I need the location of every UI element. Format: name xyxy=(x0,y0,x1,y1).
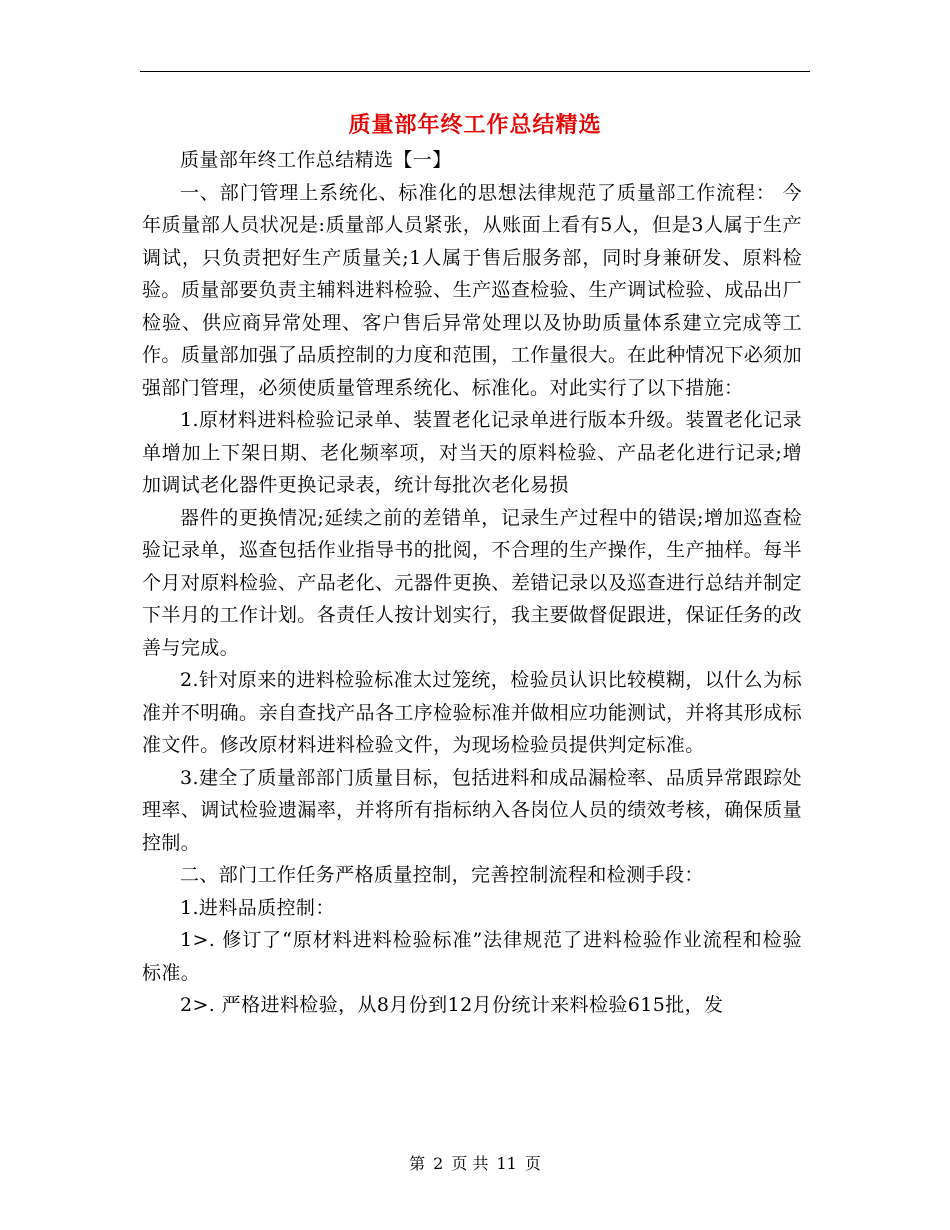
paragraph-measure-2: 2.针对原来的进料检验标准太过笼统，检验员认识比较模糊，以什么为标准并不明确。亲自查找产品各工序检验标准并做相应功能测试，并将其形成标准文件。修改原材料进料检验文件，为现场检验员提供判定标准。 xyxy=(142,669,802,756)
paragraph-item-2: 2>. 严格进料检验，从8月份到12月份统计来料检验615批，发 xyxy=(180,994,724,1016)
paragraph-measure-1: 1.原材料进料检验记录单、装置老化记录单进行版本升级。装置老化记录单增加上下架日期、老化频率项，对当天的原料检验、产品老化进行记录;增加调试老化器件更换记录表，统计每批次老化易损 xyxy=(142,409,802,496)
document-body xyxy=(142,144,802,1022)
paragraph-item-1: 1>. 修订了“原材料进料检验标准”法律规范了进料检验作业流程和检验标准。 xyxy=(142,929,802,984)
footer-prefix: 第 xyxy=(409,1154,426,1173)
paragraph-measure-1-continued: 器件的更换情况;延续之前的差错单，记录生产过程中的错误;增加巡查检验记录单，巡查包括作业指导书的批阅，不合理的生产操作，生产抽样。每半个月对原料检验、产品老化、元器件更换、差错记录以及巡查进行总结并制定下半月的工作计划。各责任人按计划实行，我主要做督促跟进，保证任务的改善与完成。 xyxy=(142,506,802,659)
paragraph-incoming-quality: 1.进料品质控制： xyxy=(180,896,335,919)
footer-middle: 页 共 xyxy=(451,1154,489,1173)
footer-current-page: 2 xyxy=(433,1154,444,1173)
paragraph-department-management: 一、部门管理上系统化、标准化的思想法律规范了质量部工作流程： 今年质量部人员状况是:质量部人员紧张，从账面上看有5人，但是3人属于生产调试，只负责把好生产质量关;1人属于售后服务部，同时身兼研发、原料检验。质量部要负责主辅料进料检验、生产巡查检验、生产调试检验、成品出厂检验、供应商异常处理、客户售后异常处理以及协助质量体系建立完成等工作。质量部加强了品质控制的力度和范围，工作量很大。在此种情况下必须加强部门管理，必须使质量管理系统化、标准化。对此实行了以下措施： xyxy=(142,181,802,399)
footer-total-pages: 11 xyxy=(496,1154,517,1173)
footer-suffix: 页 xyxy=(524,1154,541,1173)
paragraph-measure-3: 3.建全了质量部部门质量目标，包括进料和成品漏检率、品质异常跟踪处理率、调试检验遗漏率，并将所有指标纳入各岗位人员的绩效考核，确保质量控制。 xyxy=(142,766,802,854)
header-rule xyxy=(140,71,810,72)
paragraph-section-two-heading: 二、部门工作任务严格质量控制，完善控制流程和检测手段： xyxy=(180,864,704,886)
page-footer xyxy=(0,1152,950,1176)
paragraph-section-heading: 质量部年终工作总结精选【一】 xyxy=(180,149,452,171)
document-title: 质量部年终工作总结精选 xyxy=(348,113,602,138)
